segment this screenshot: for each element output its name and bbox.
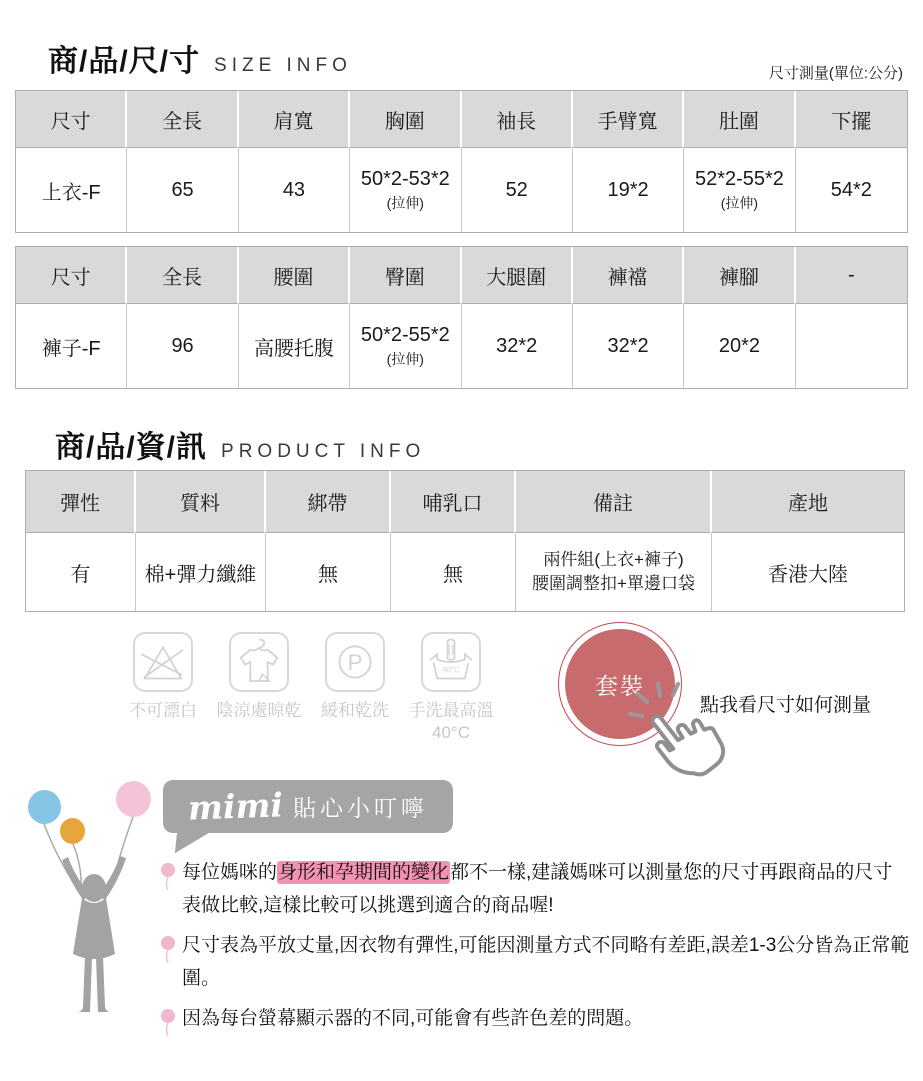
top-size-table [15,90,908,233]
balloon-bullet-icon [160,856,182,922]
pants-row-cell [796,304,907,388]
product-row-cell: 香港大陸 [712,533,904,611]
top-row-cell: 52 [462,148,573,232]
cta-measure-text[interactable]: 點我看尺寸如何測量 [700,695,872,716]
care-label: 手洗最高溫 40°C [408,701,494,742]
tip-text-1: 每位媽咪的身形和孕期間的變化都不一樣,建議媽咪可以測量您的尺寸再跟商品的尺寸表做比較,這樣比較可以挑選到適合的商品喔! [182,862,893,916]
bubble-title: 貼心小叮嚀 [292,795,428,821]
belly-value: 52*2-55*2 [694,167,784,190]
top-table-header: 胸圍 [350,91,461,148]
pants-table-header: 腰圍 [239,247,350,304]
pants-row-cell: 32*2 [573,304,684,388]
hip-stretch-note: (拉伸) [386,350,424,367]
product-row-note-cell [516,533,712,611]
product-table-header: 備註 [516,471,712,533]
size-info-header [48,36,352,80]
top-table-header: 手臂寬 [573,91,684,148]
pants-table-header: - [796,247,907,304]
balloon-bullet-icon [160,929,182,995]
tip-text-2: 尺寸表為平放丈量,因衣物有彈性,可能因測量方式不同略有差距,誤差1-3公分皆為正常範圍。 [182,935,910,989]
tip-text-3: 因為每台螢幕顯示器的不同,可能會有些許色差的問題。 [182,1008,644,1029]
care-label: 緩和乾洗 [321,701,389,720]
product-row-cell: 無 [266,533,391,611]
set-badge-label[interactable]: 套裝 [595,672,645,699]
product-info-header [55,422,425,466]
balloon-bullet-icon [160,1002,182,1043]
care-label: 不可漂白 [129,701,197,720]
top-row-cell: 54*2 [796,148,907,232]
bubble-tail [175,829,209,856]
care-instructions [115,632,499,744]
top-row-cell [350,148,461,232]
care-item-shade-dry [211,632,307,744]
care-item-hand-wash [403,632,499,744]
measure-unit-note: 尺寸測量(單位:公分) [768,65,903,82]
product-table-header: 產地 [712,471,904,533]
pants-table-header: 臀圍 [350,247,461,304]
bust-value: 50*2-53*2 [360,167,450,190]
top-table-header: 全長 [127,91,238,148]
product-table-header: 哺乳口 [391,471,516,533]
top-row-cell: 43 [239,148,350,232]
top-table-header: 肩寬 [239,91,350,148]
pants-table-header: 褲襠 [573,247,684,304]
note-line-1: 兩件組(上衣+褲子) [543,550,684,569]
size-info-title-zh: 商/品/尺/寸 [48,45,201,78]
pants-table-header: 褲腳 [684,247,795,304]
note-line-2: 腰圍調整扣+單邊口袋 [532,574,695,593]
pants-row-label: 褲子-F [16,304,127,388]
top-table-header: 袖長 [462,91,573,148]
pants-row-cell: 高腰托腹 [239,304,350,388]
care-item-gentle-dry-clean [307,632,403,744]
size-info-title-en: SIZE INFO [214,55,352,76]
top-row-cell [684,148,795,232]
care-label-temp: 40°C [432,723,470,742]
hand-wash-40c-icon [421,632,481,692]
care-item-no-bleach [115,632,211,744]
product-row-cell: 有 [26,533,136,611]
product-info-title-zh: 商/品/資/訊 [55,431,208,464]
girl-silhouette [48,856,140,1033]
mimi-tips-bubble [163,780,453,833]
product-info-title-en: PRODUCT INFO [221,441,426,462]
hip-value: 50*2-55*2 [360,323,450,346]
gentle-dry-clean-icon [325,632,385,692]
do-not-bleach-icon [133,632,193,692]
bust-stretch-note: (拉伸) [386,194,424,211]
svg-text:40°C: 40°C [442,665,460,675]
top-row-cell: 65 [127,148,238,232]
belly-stretch-note: (拉伸) [720,194,759,211]
pants-table-header: 全長 [127,247,238,304]
care-label: 陰涼處晾乾 [216,701,302,720]
shade-dry-icon [229,632,289,692]
pants-row-cell: 20*2 [684,304,795,388]
tip-item-1 [160,856,910,922]
pants-table-header: 尺寸 [16,247,127,304]
pants-row-cell: 32*2 [462,304,573,388]
pants-size-table [15,246,908,389]
tip-item-3 [160,1002,910,1043]
tip-item-2 [160,929,910,995]
product-row-cell: 無 [391,533,516,611]
product-row-cell: 棉+彈力纖維 [136,533,266,611]
product-table-header: 質料 [136,471,266,533]
product-table-header: 綁帶 [266,471,391,533]
top-table-header: 尺寸 [16,91,127,148]
top-row-label: 上衣-F [16,148,127,232]
pants-row-cell [350,304,461,388]
top-table-header: 肚圍 [684,91,795,148]
tips-list [160,856,910,1050]
top-table-header: 下擺 [796,91,907,148]
top-row-cell: 19*2 [573,148,684,232]
pants-table-header: 大腿圍 [462,247,573,304]
pants-row-cell: 96 [127,304,238,388]
mimi-logo: mimi [187,785,284,828]
svg-text:P: P [347,649,363,675]
highlighted-phrase: 身形和孕期間的變化 [278,862,450,883]
product-info-table [25,470,905,612]
product-table-header: 彈性 [26,471,136,533]
